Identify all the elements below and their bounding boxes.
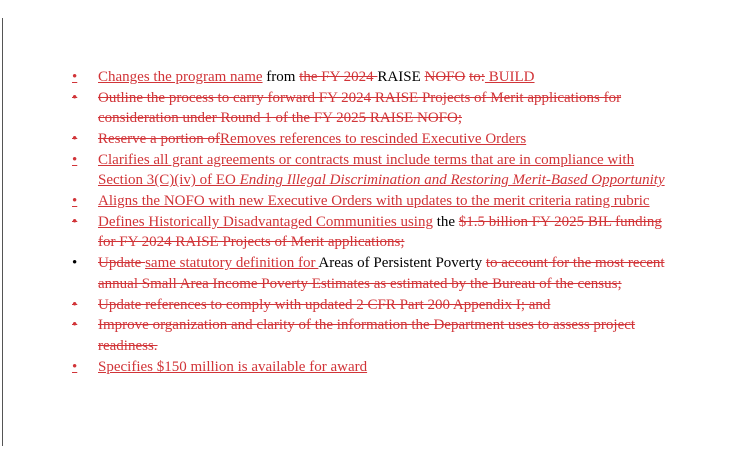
list-item	[72, 67, 672, 88]
list-item	[72, 191, 672, 212]
deleted-text: NOFO	[424, 69, 466, 85]
list-item	[72, 88, 672, 129]
list-item	[72, 357, 672, 378]
list-item	[72, 212, 672, 253]
unchanged-text: the	[432, 213, 459, 230]
inserted-text: BUILD	[484, 69, 535, 85]
inserted-text: Clarifies all grant agreements or contracts must include terms that are in compliance with Section 3(C)(iv) of EO	[98, 151, 635, 189]
unchanged-text: RAISE	[377, 69, 425, 85]
list-item	[72, 295, 672, 316]
deleted-text: Reserve a portion of	[98, 131, 221, 148]
deleted-text: Update	[98, 255, 146, 272]
deleted-text: the FY 2024	[299, 69, 378, 85]
list-item	[72, 129, 672, 150]
bullet-marker: •	[72, 131, 78, 148]
bullet-marker: •	[72, 69, 78, 85]
unchanged-text: Areas of Persistent Poverty	[318, 255, 486, 272]
inserted-text: Aligns the NOFO with new Executive Orders with updates to the merit criteria rating rubric	[98, 193, 650, 210]
inserted-text: Defines Historically Disadvantaged Communities using	[98, 213, 433, 230]
bullet-marker: •	[72, 296, 78, 313]
deleted-text: to account for the most recent annual Small Area Income Poverty Estimates as estimated by the Bureau of the census;	[98, 255, 665, 292]
inserted-text: Removes references to rescinded Executive Orders	[220, 131, 527, 148]
tracked-changes-bullet-list	[72, 67, 672, 377]
bullet-marker: •	[72, 151, 78, 168]
deleted-text: to:	[469, 69, 485, 85]
bullet-marker: •	[72, 358, 78, 375]
unchanged-text: from	[262, 69, 300, 85]
bullet-marker: •	[72, 89, 78, 106]
bullet-marker: •	[72, 213, 78, 230]
inserted-text: Specifies $150 million is available for award	[98, 358, 368, 375]
inserted-text: same statutory definition for	[145, 255, 319, 272]
inserted-text: Changes the program name	[98, 69, 263, 85]
deleted-text: Improve organization and clarity of the information the Department uses to assess project readiness.	[98, 317, 636, 354]
deleted-text: Outline the process to carry forward FY 2024 RAISE Projects of Merit applications for consideration under Round 1 of the FY 2025 RAISE NOFO;	[98, 89, 622, 127]
bullet-marker: •	[72, 317, 78, 334]
list-item	[72, 253, 672, 294]
left-margin-line	[2, 18, 3, 446]
list-item	[72, 315, 672, 356]
bullet-marker: •	[72, 193, 78, 210]
inserted-text: Ending Illegal Discrimination and Restoring Merit-Based Opportunity	[239, 172, 665, 189]
deleted-text: Update references to comply with updated 2 CFR Part 200 Appendix I; and	[98, 296, 551, 313]
deleted-text: $1.5 billion FY 2025 BIL funding for FY 2024 RAISE Projects of Merit applications;	[98, 213, 662, 251]
bullet-marker: •	[72, 255, 78, 272]
list-item	[72, 150, 672, 191]
